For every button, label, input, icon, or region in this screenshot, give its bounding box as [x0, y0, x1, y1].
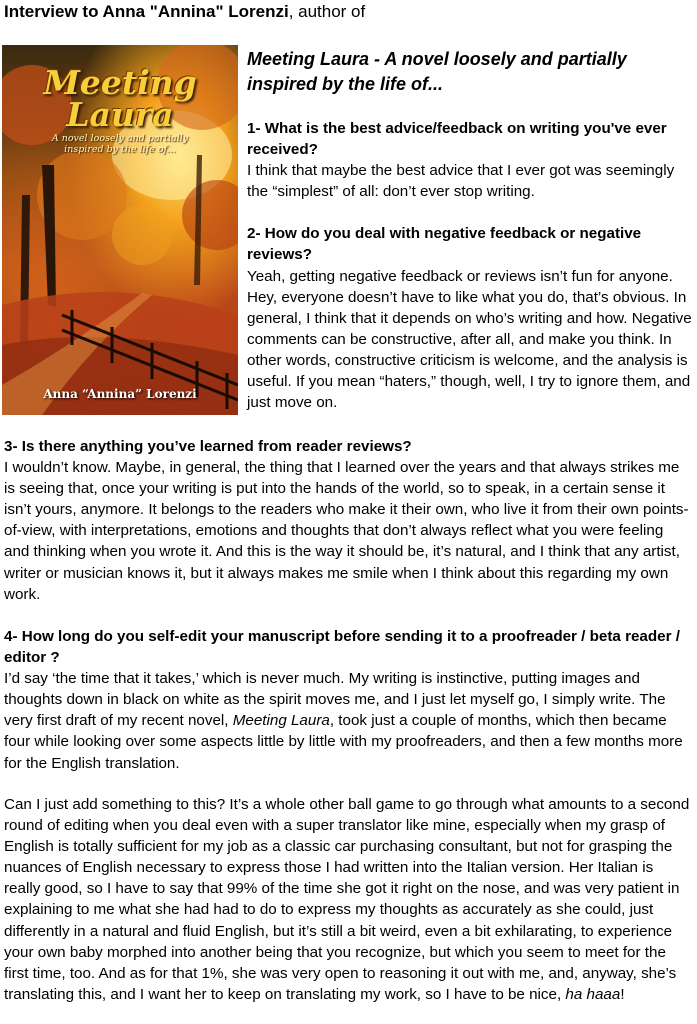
- book-cover-image: [2, 45, 238, 415]
- qa-item-1: [247, 118, 693, 202]
- final-end: !: [620, 985, 625, 1003]
- heading-bold: Interview to Anna "Annina" Lorenzi: [4, 2, 289, 21]
- answer-1: I think that maybe the best advice that I ever got was seemingly the “simplest” of all: don’t ever stop writing.: [247, 162, 675, 201]
- question-4: 4- How long do you self-edit your manuscript before sending it to a proofreader / beta reader / editor ?: [4, 628, 680, 667]
- final-italic: ha haaa: [565, 985, 621, 1003]
- final-text: Can I just add something to this? It’s a whole other ball game to go through what amounts to a second round of editing when you deal even with a super translator like mine, especially when my grasp of English is totally sufficient for my job as a classic car purchasing consultant, but not for grasping the nuances of English necessary to express those I had written into the Italian version. Her Italian is really good, so I have to say that 99% of the time she got it right on the nose, and was very patient in explaining to me what she had had to do to express my thoughts as accurately as she could, just differently in a natural and fluid English, but it’s still a bit weird, even a bit exhilarating, to experience your own baby morphed into another being that you recognize, but which you seem to meet for the first time, too. And as for that 1%, she was very open to reasoning it out with me, and, anyway, she’s translating this, and I want her to keep on translating my work, so I have to be nice,: [4, 796, 690, 1003]
- question-2: 2- How do you deal with negative feedback or negative reviews?: [247, 225, 642, 264]
- answer-4-book-title: Meeting Laura: [232, 712, 330, 730]
- final-paragraph-text: [4, 794, 692, 1005]
- cover-title-line1: Meeting: [43, 63, 197, 102]
- qa-item-2: [247, 223, 693, 413]
- right-column: [247, 47, 693, 434]
- answer-3: I wouldn’t know. Maybe, in general, the thing that I learned over the years and that always strikes me is seeing that, once your writing is put into the hands of the world, so to speak, in a certain sense it isn’t yours, anymore. It belongs to the readers who make it their own, who live it from their own points-of-view, with interpretations, emotions and thoughts that don’t always reflect what you were feeling and thinking when you wrote it. And this is the way it should be, it’s natural, and I think that any artist, writer or musician knows it, but it always makes me smile when I think about this regarding my own work.: [4, 459, 689, 603]
- question-1: 1- What is the best advice/feedback on writing you've ever received?: [247, 120, 667, 159]
- answer-2: Yeah, getting negative feedback or reviews isn’t fun for anyone. Hey, everyone doesn’t have to like what you do, that’s obvious. In general, I think that it depends on who’s writing and how. Negative comments can be constructive, after all, and make you think. In other words, constructive criticism is welcome, and the analysis is useful. If you mean “haters,” though, well, I try to ignore them, and just move on.: [247, 267, 692, 412]
- qa-item-4: [4, 626, 692, 774]
- question-3: 3- Is there anything you’ve learned from reader reviews?: [4, 438, 412, 455]
- answer-4-part1: I’d say ‘the time that it takes,’ which is never much. My writing is instinctive, putting images and thoughts down in black on white as the spirit moves me, and I just let myself go, I simply write. The very first draft of my recent novel,: [4, 670, 666, 730]
- book-title: Meeting Laura - A novel loosely and partially inspired by the life of...: [247, 49, 627, 94]
- final-paragraph: [4, 794, 692, 1005]
- heading-rest: , author of: [288, 2, 366, 21]
- page-heading: [4, 1, 365, 23]
- answer-4-part2: , took just a couple of months, which then became four while looking over some aspects little by little with my proofreaders, and then a few months more for the English translation.: [4, 712, 683, 772]
- cover-title-line2: Laura: [66, 95, 174, 134]
- cover-subtitle: A novel loosely and partially inspired by the life of...: [51, 133, 189, 155]
- qa-item-3: [4, 436, 692, 605]
- answer-4: [4, 668, 692, 773]
- cover-author: Anna “Annina” Lorenzi: [43, 386, 197, 401]
